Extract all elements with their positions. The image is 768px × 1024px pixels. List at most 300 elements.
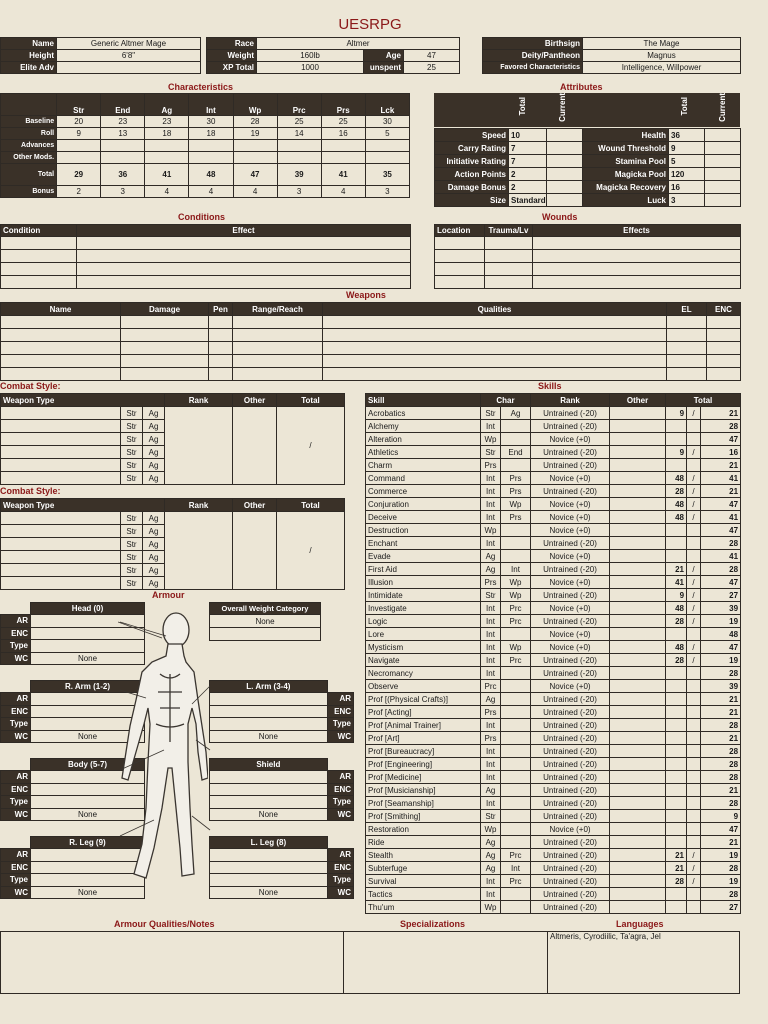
skill-rank[interactable]: Untrained (-20): [531, 888, 610, 901]
characteristic-value[interactable]: 9: [57, 128, 101, 140]
skill-total-slash: /: [687, 446, 701, 459]
skill-char-2: [501, 537, 531, 550]
armour-stat-value[interactable]: None: [31, 808, 145, 821]
attribute-current[interactable]: [547, 155, 583, 168]
skill-other[interactable]: [610, 641, 666, 654]
characteristic-value[interactable]: 4: [321, 186, 365, 198]
characteristic-value[interactable]: 48: [189, 164, 233, 186]
weapon-type-cell[interactable]: [1, 407, 121, 420]
skill-rank[interactable]: Untrained (-20): [531, 875, 610, 888]
skill-other[interactable]: [610, 706, 666, 719]
skill-total-1: [666, 680, 687, 693]
skill-rank[interactable]: Novice (+0): [531, 524, 610, 537]
characteristic-value[interactable]: 4: [189, 186, 233, 198]
characteristic-value[interactable]: [365, 140, 409, 152]
attribute-current[interactable]: [705, 129, 741, 142]
armour-stat-value[interactable]: None: [210, 808, 328, 821]
armour-lleg-title: L. Leg (8): [210, 837, 328, 849]
skill-total-1: [666, 797, 687, 810]
weapons-header-enc: ENC: [707, 303, 741, 316]
skill-name: Command: [366, 472, 481, 485]
info_left-value[interactable]: [57, 62, 201, 74]
attribute-current[interactable]: [547, 168, 583, 181]
skill-char-2: Prc: [501, 875, 531, 888]
skill-rank[interactable]: Novice (+0): [531, 472, 610, 485]
skill-total-1: 28: [666, 615, 687, 628]
skill-char-1: Str: [481, 446, 501, 459]
skill-other[interactable]: [610, 472, 666, 485]
characteristic-value[interactable]: 35: [365, 164, 409, 186]
weapon-type-cell[interactable]: [1, 577, 121, 590]
skill-other[interactable]: [610, 498, 666, 511]
weapon-cell[interactable]: [667, 329, 707, 342]
conditions-title: Conditions: [178, 212, 225, 222]
condition-cell[interactable]: [1, 276, 77, 289]
attribute-total[interactable]: 3: [669, 194, 705, 207]
characteristic-value[interactable]: 3: [365, 186, 409, 198]
wounds-header-location: Location: [435, 225, 485, 237]
skill-rank[interactable]: Untrained (-20): [531, 563, 610, 576]
characteristic-value[interactable]: 36: [101, 164, 145, 186]
skill-other[interactable]: [610, 784, 666, 797]
armour-notes-box[interactable]: [0, 931, 344, 994]
skill-rank[interactable]: Untrained (-20): [531, 407, 610, 420]
skill-other[interactable]: [610, 407, 666, 420]
characteristic-value[interactable]: 25: [321, 116, 365, 128]
skill-other[interactable]: [610, 849, 666, 862]
characteristic-value[interactable]: [189, 152, 233, 164]
wound-cell[interactable]: [435, 250, 485, 263]
weapon-type-cell[interactable]: [1, 433, 121, 446]
languages-box[interactable]: [547, 931, 740, 994]
skill-rank[interactable]: Untrained (-20): [531, 771, 610, 784]
info_left-value[interactable]: 6'8": [57, 50, 201, 62]
skill-other[interactable]: [610, 537, 666, 550]
skill-rank[interactable]: Untrained (-20): [531, 446, 610, 459]
skill-rank[interactable]: Untrained (-20): [531, 459, 610, 472]
skill-rank[interactable]: Novice (+0): [531, 550, 610, 563]
weapon-cell[interactable]: [209, 329, 233, 342]
skill-other[interactable]: [610, 823, 666, 836]
combat-style-rank-cell[interactable]: [165, 512, 233, 590]
weapon-cell[interactable]: [707, 368, 741, 381]
combat-style-row: [1, 407, 345, 420]
condition-row: [1, 263, 411, 276]
characteristic-value[interactable]: 3: [101, 186, 145, 198]
skill-other[interactable]: [610, 797, 666, 810]
weapon-type-cell[interactable]: [1, 512, 121, 525]
skill-other[interactable]: [610, 745, 666, 758]
age-value[interactable]: 47: [404, 50, 460, 62]
wound-cell[interactable]: [435, 237, 485, 250]
characteristic-value[interactable]: 41: [321, 164, 365, 186]
weapon-cell[interactable]: [121, 355, 209, 368]
skill-other[interactable]: [610, 680, 666, 693]
skill-rank[interactable]: Novice (+0): [531, 641, 610, 654]
characteristic-value[interactable]: [321, 152, 365, 164]
effect-cell[interactable]: [77, 237, 411, 250]
attribute-current[interactable]: [547, 142, 583, 155]
skill-char-2: [501, 628, 531, 641]
attribute-total[interactable]: 7: [509, 155, 547, 168]
skill-rank[interactable]: Untrained (-20): [531, 784, 610, 797]
attribute-current[interactable]: [705, 142, 741, 155]
weapon-type-cell[interactable]: [1, 525, 121, 538]
weapon-cell[interactable]: [121, 342, 209, 355]
skill-other[interactable]: [610, 459, 666, 472]
attribute-label: Health: [583, 129, 669, 142]
skill-rank[interactable]: Novice (+0): [531, 823, 610, 836]
armour-stat-value[interactable]: None: [210, 886, 328, 899]
armour-stat-value[interactable]: None: [31, 652, 145, 665]
weapon-cell[interactable]: [323, 342, 667, 355]
characteristic-value[interactable]: [365, 152, 409, 164]
weapon-cell[interactable]: [121, 368, 209, 381]
skill-rank[interactable]: Untrained (-20): [531, 745, 610, 758]
skill-name: Navigate: [366, 654, 481, 667]
skill-rank[interactable]: Untrained (-20): [531, 693, 610, 706]
skill-other[interactable]: [610, 524, 666, 537]
skill-other[interactable]: [610, 667, 666, 680]
attribute-current[interactable]: [705, 155, 741, 168]
skill-total-2: 21: [701, 732, 741, 745]
characteristic-value[interactable]: 30: [189, 116, 233, 128]
wound-cell[interactable]: [485, 263, 533, 276]
characteristic-value[interactable]: [189, 140, 233, 152]
attribute-current[interactable]: [547, 181, 583, 194]
weapon-type-cell[interactable]: [1, 459, 121, 472]
skill-other[interactable]: [610, 485, 666, 498]
skill-total-1: [666, 550, 687, 563]
skill-row: [366, 589, 741, 602]
wound-cell[interactable]: [533, 263, 741, 276]
info_right-value[interactable]: Magnus: [583, 50, 741, 62]
info_right-value[interactable]: Intelligence, Willpower: [583, 62, 741, 74]
combat-style-char-1: Str: [121, 525, 143, 538]
attribute-total[interactable]: 2: [509, 181, 547, 194]
characteristic-value[interactable]: 20: [57, 116, 101, 128]
skill-other[interactable]: [610, 836, 666, 849]
languages-value[interactable]: Altmeris, Cyrodiilic, Ta'agra, Jel: [550, 932, 661, 941]
effect-cell[interactable]: [77, 263, 411, 276]
characteristic-value[interactable]: [277, 140, 321, 152]
skill-rank[interactable]: Untrained (-20): [531, 485, 610, 498]
skill-rank[interactable]: Untrained (-20): [531, 719, 610, 732]
skill-rank[interactable]: Untrained (-20): [531, 862, 610, 875]
attributes-title: Attributes: [560, 82, 603, 92]
weapon-cell[interactable]: [233, 355, 323, 368]
skill-rank[interactable]: Untrained (-20): [531, 849, 610, 862]
skill-other[interactable]: [610, 875, 666, 888]
skill-other[interactable]: [610, 420, 666, 433]
skill-char-1: Int: [481, 745, 501, 758]
weapon-type-cell[interactable]: [1, 446, 121, 459]
weapon-type-cell[interactable]: [1, 564, 121, 577]
characteristic-row: [1, 140, 410, 152]
weapon-type-cell[interactable]: [1, 551, 121, 564]
characteristic-value[interactable]: 5: [365, 128, 409, 140]
characteristic-value[interactable]: 23: [145, 116, 189, 128]
skill-rank[interactable]: Untrained (-20): [531, 732, 610, 745]
skill-other[interactable]: [610, 446, 666, 459]
characteristic-value[interactable]: [145, 140, 189, 152]
weapon-cell[interactable]: [323, 355, 667, 368]
weapon-cell[interactable]: [667, 355, 707, 368]
combat-style-rank-cell[interactable]: [165, 407, 233, 485]
skill-total-slash: [687, 797, 701, 810]
characteristic-value[interactable]: 18: [189, 128, 233, 140]
skill-char-2: Wp: [501, 589, 531, 602]
characteristic-value[interactable]: 2: [57, 186, 101, 198]
weapon-cell[interactable]: [209, 316, 233, 329]
weapon-cell[interactable]: [233, 316, 323, 329]
characteristic-value[interactable]: 23: [101, 116, 145, 128]
armour-stat-label: AR: [1, 849, 31, 862]
skill-other[interactable]: [610, 771, 666, 784]
skill-other[interactable]: [610, 758, 666, 771]
combat-style-char-1: Str: [121, 512, 143, 525]
weapon-type-cell[interactable]: [1, 420, 121, 433]
skill-char-1: Prs: [481, 706, 501, 719]
skill-other[interactable]: [610, 732, 666, 745]
characteristic-value[interactable]: 30: [365, 116, 409, 128]
skill-other[interactable]: [610, 433, 666, 446]
weapon-cell[interactable]: [209, 355, 233, 368]
armour-stat-value[interactable]: None: [31, 730, 145, 743]
characteristic-value[interactable]: [145, 152, 189, 164]
xp-label: XP Total: [207, 62, 257, 74]
attribute-total[interactable]: 5: [669, 155, 705, 168]
weapon-cell[interactable]: [233, 329, 323, 342]
weapon-type-cell[interactable]: [1, 538, 121, 551]
attribute-total[interactable]: Standard: [509, 194, 547, 207]
characteristic-value[interactable]: 29: [57, 164, 101, 186]
skills-header-char: Char: [481, 394, 531, 407]
armour-stat-label: Type: [1, 718, 31, 731]
weapon-cell[interactable]: [1, 316, 121, 329]
combat-style-other-cell[interactable]: [233, 512, 277, 590]
skill-rank[interactable]: Untrained (-20): [531, 758, 610, 771]
skill-rank[interactable]: Untrained (-20): [531, 667, 610, 680]
skill-row: [366, 472, 741, 485]
info_right-label: Birthsign: [483, 38, 583, 50]
attribute-total[interactable]: 120: [669, 168, 705, 181]
weight-value[interactable]: 160lb: [257, 50, 364, 62]
attribute-total[interactable]: 7: [509, 142, 547, 155]
skill-rank[interactable]: Novice (+0): [531, 602, 610, 615]
effect-cell[interactable]: [77, 250, 411, 263]
skill-other[interactable]: [610, 589, 666, 602]
attribute-total[interactable]: 9: [669, 142, 705, 155]
attribute-current[interactable]: [705, 181, 741, 194]
weapon-row: [1, 355, 741, 368]
attribute-total[interactable]: 16: [669, 181, 705, 194]
skill-other[interactable]: [610, 862, 666, 875]
weapon-cell[interactable]: [707, 329, 741, 342]
wound-cell[interactable]: [435, 263, 485, 276]
wound-cell[interactable]: [533, 237, 741, 250]
specializations-box[interactable]: [344, 931, 548, 994]
characteristic-value[interactable]: [57, 140, 101, 152]
wound-cell[interactable]: [435, 276, 485, 289]
characteristic-value[interactable]: 47: [233, 164, 277, 186]
attribute-total[interactable]: 2: [509, 168, 547, 181]
weapon-cell[interactable]: [707, 342, 741, 355]
weapon-cell[interactable]: [209, 342, 233, 355]
effect-cell[interactable]: [77, 276, 411, 289]
skill-rank[interactable]: Untrained (-20): [531, 537, 610, 550]
characteristic-value[interactable]: [101, 152, 145, 164]
armour-stat-value[interactable]: None: [210, 730, 328, 743]
skill-rank[interactable]: Novice (+0): [531, 433, 610, 446]
weapon-cell[interactable]: [323, 329, 667, 342]
skill-rank[interactable]: Novice (+0): [531, 680, 610, 693]
race-value[interactable]: Altmer: [257, 38, 460, 50]
characteristic-value[interactable]: 28: [233, 116, 277, 128]
armour-stat-label: Type: [1, 796, 31, 809]
characteristic-value[interactable]: 39: [277, 164, 321, 186]
skill-other[interactable]: [610, 628, 666, 641]
wound-cell[interactable]: [485, 276, 533, 289]
weapon-type-cell[interactable]: [1, 472, 121, 485]
weapon-cell[interactable]: [1, 355, 121, 368]
wound-cell[interactable]: [533, 276, 741, 289]
armour-shield-title: Shield: [210, 759, 328, 771]
skill-other[interactable]: [610, 654, 666, 667]
xp-value[interactable]: 1000: [257, 62, 364, 74]
attribute-current[interactable]: [547, 129, 583, 142]
skill-char-1: Ag: [481, 693, 501, 706]
skill-total-slash: /: [687, 498, 701, 511]
weapon-cell[interactable]: [1, 342, 121, 355]
skill-rank[interactable]: Novice (+0): [531, 498, 610, 511]
weapon-cell[interactable]: [121, 316, 209, 329]
characteristic-value[interactable]: [57, 152, 101, 164]
skill-char-1: Str: [481, 407, 501, 420]
skill-rank[interactable]: Novice (+0): [531, 576, 610, 589]
characteristic-value[interactable]: 4: [233, 186, 277, 198]
characteristic-value[interactable]: [101, 140, 145, 152]
weapon-cell[interactable]: [233, 342, 323, 355]
weapon-cell[interactable]: [121, 329, 209, 342]
skill-rank[interactable]: Untrained (-20): [531, 901, 610, 914]
overall-weight-value[interactable]: None: [210, 615, 321, 628]
condition-cell[interactable]: [1, 263, 77, 276]
skill-other[interactable]: [610, 576, 666, 589]
skill-rank[interactable]: Untrained (-20): [531, 654, 610, 667]
condition-cell[interactable]: [1, 250, 77, 263]
characteristic-header-int: Int: [189, 94, 233, 116]
skill-other[interactable]: [610, 550, 666, 563]
weapon-cell[interactable]: [667, 316, 707, 329]
weapon-cell[interactable]: [323, 316, 667, 329]
weapon-cell[interactable]: [209, 368, 233, 381]
skill-rank[interactable]: Untrained (-20): [531, 420, 610, 433]
attribute-current[interactable]: [705, 168, 741, 181]
characteristic-value[interactable]: 16: [321, 128, 365, 140]
characteristic-value[interactable]: 41: [145, 164, 189, 186]
combat-style-header-other: Other: [233, 394, 277, 407]
skill-row: [366, 745, 741, 758]
characteristic-value[interactable]: 14: [277, 128, 321, 140]
wound-cell[interactable]: [485, 237, 533, 250]
weapon-cell[interactable]: [667, 342, 707, 355]
characteristic-value[interactable]: [233, 140, 277, 152]
skill-other[interactable]: [610, 693, 666, 706]
skill-other[interactable]: [610, 810, 666, 823]
attribute-current[interactable]: [547, 194, 583, 207]
skill-other[interactable]: [610, 888, 666, 901]
info_left-value[interactable]: Generic Altmer Mage: [57, 38, 201, 50]
weapon-row: [1, 368, 741, 381]
attribute-total[interactable]: 36: [669, 129, 705, 142]
skill-rank[interactable]: Untrained (-20): [531, 706, 610, 719]
characteristic-value[interactable]: [233, 152, 277, 164]
characteristic-value[interactable]: 13: [101, 128, 145, 140]
condition-cell[interactable]: [1, 237, 77, 250]
characteristic-value[interactable]: 4: [145, 186, 189, 198]
weapon-cell[interactable]: [1, 368, 121, 381]
skill-other[interactable]: [610, 602, 666, 615]
info_right-value[interactable]: The Mage: [583, 38, 741, 50]
wound-cell[interactable]: [485, 250, 533, 263]
attribute-label: Magicka Pool: [583, 168, 669, 181]
combat-style-total-cell[interactable]: /: [277, 512, 345, 590]
characteristic-value[interactable]: 3: [277, 186, 321, 198]
weapon-cell[interactable]: [323, 368, 667, 381]
weapon-cell[interactable]: [1, 329, 121, 342]
skill-rank[interactable]: Untrained (-20): [531, 810, 610, 823]
attribute-label: Speed: [435, 129, 509, 142]
skill-rank[interactable]: Untrained (-20): [531, 836, 610, 849]
skill-other[interactable]: [610, 615, 666, 628]
weapon-cell[interactable]: [667, 368, 707, 381]
skill-total-1: 48: [666, 641, 687, 654]
characteristic-value[interactable]: 25: [277, 116, 321, 128]
condition-row: [1, 276, 411, 289]
skill-rank[interactable]: Untrained (-20): [531, 797, 610, 810]
characteristic-value[interactable]: 18: [145, 128, 189, 140]
wound-cell[interactable]: [533, 250, 741, 263]
combat-style-other-cell[interactable]: [233, 407, 277, 485]
attribute-total[interactable]: 10: [509, 129, 547, 142]
skill-name: Ride: [366, 836, 481, 849]
skill-other[interactable]: [610, 511, 666, 524]
weapon-cell[interactable]: [233, 368, 323, 381]
skill-other[interactable]: [610, 719, 666, 732]
armour-stat-value[interactable]: None: [31, 886, 145, 899]
characteristic-value[interactable]: 19: [233, 128, 277, 140]
unspent-value[interactable]: 25: [404, 62, 460, 74]
skill-total-2: 19: [701, 849, 741, 862]
weapon-cell[interactable]: [707, 355, 741, 368]
characteristic-value[interactable]: [321, 140, 365, 152]
skill-other[interactable]: [610, 901, 666, 914]
skill-rank[interactable]: Untrained (-20): [531, 615, 610, 628]
skill-other[interactable]: [610, 563, 666, 576]
skill-rank[interactable]: Novice (+0): [531, 628, 610, 641]
skill-char-2: [501, 745, 531, 758]
skill-name: Conjuration: [366, 498, 481, 511]
skill-char-1: Wp: [481, 433, 501, 446]
characteristic-value[interactable]: [277, 152, 321, 164]
attribute-current[interactable]: [705, 194, 741, 207]
skill-rank[interactable]: Novice (+0): [531, 511, 610, 524]
skill-total-slash: [687, 810, 701, 823]
combat-style-total-cell[interactable]: /: [277, 407, 345, 485]
weapon-cell[interactable]: [707, 316, 741, 329]
skill-rank[interactable]: Untrained (-20): [531, 589, 610, 602]
